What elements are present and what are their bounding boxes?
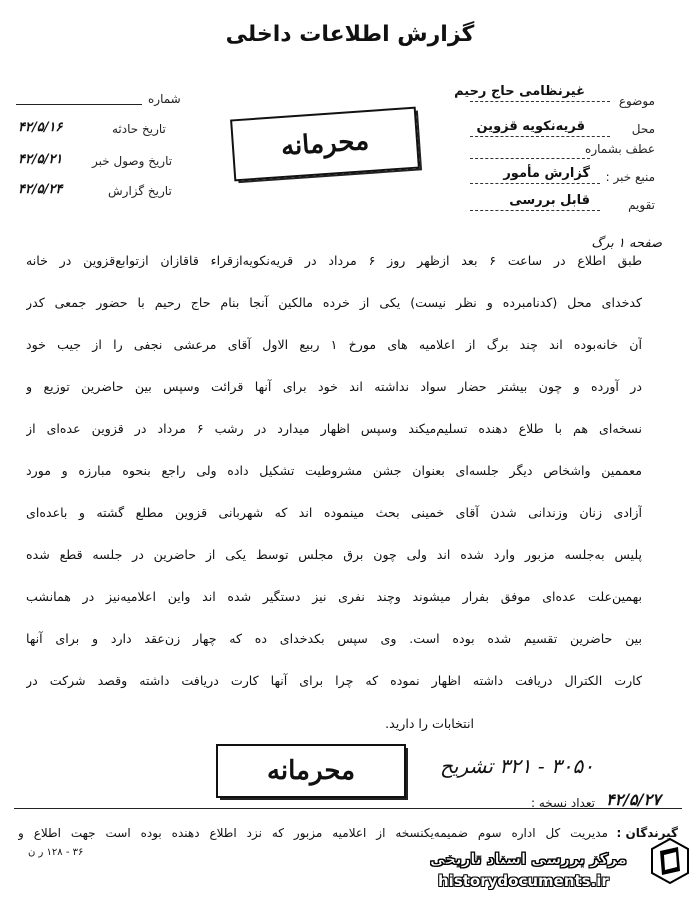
body-line: معممین واشخاص دیگر جلسه‌ای بعنوان جشن مشروطیت تشکیل داده ولی راجع بنحوه مبارزه و مورد [26,463,642,478]
body-line: پلیس به‌جلسه‌ مزبور وارد شده اند ولی چون برق مجلس توسط یکی از حاضرین در جلسه قطع شده [26,547,642,562]
footer-date: ۴۲/۵/۲۷ [606,790,661,809]
assessment-value: قابل بررسی [509,193,590,208]
report-date-value: ۴۲/۵/۲۴ [18,182,63,197]
page-title: گزارش اطلاعات داخلی [225,22,475,47]
source-value: گزارش مأمور [503,166,590,181]
confidential-stamp-bottom: محرمانه [216,744,406,798]
body-line: کارت الکترال دریافت داشته اظهار نموده که چرا برای آنها کارت دریافت داشته‌ وقصد شرکت در [26,673,642,688]
body-line: بین حاضرین تقسیم شده بوده است. وی سپس بکدخدای ده که چهار زن‌عقد دارد و برای آنها [26,631,642,646]
body-line: آن خانه‌بوده اند چند برگ از اعلامیه های مورخ ۱ ربیع الاول آقای مرعشی نجفی را از جیب خود [26,337,642,352]
body-line: بهمین‌علت عده‌ای موفق بفرار میشوند وچند نفری نیز دستگیر شده اند واین اعلامیه‌نیز در همانشب [26,589,642,604]
form-code: ۳۶ - ۱۲۸ ر ن [28,847,84,858]
incident-date-label: تاریخ حادثه [112,122,166,136]
confidential-stamp-top: محرمانه [230,107,420,182]
archive-logo-icon [650,837,690,885]
report-date-label: تاریخ گزارش [108,184,172,198]
assessment-label: تقویم [628,198,655,212]
source-label: منبع خبر : [605,170,655,184]
body-line-last: انتخابات را دارید. [385,716,474,731]
body-line: آزادی زنان وزندانی شدن آقای خمینی بحث مینموده اند که شهربانی قزوین مطلع گشته و باعده‌ای [26,505,642,520]
number-label: شماره [148,92,181,106]
incident-date-value: ۴۲/۵/۱۶ [18,120,63,135]
recipients-label: گیرندگان : [616,826,678,840]
subject-label: موضوع [618,94,655,108]
recipients-text: مدیریت کل اداره سوم ضمیمه‌یکنسخه‌ از اعلامیه‌ مزبور که نزد اطلاع دهنده بوده است جهت اطلاع و [18,826,608,840]
receipt-date-value: ۴۲/۵/۲۱ [18,152,63,167]
handwritten-reference: ۳۰۵۰ - ۳۲۱ تشریح [440,754,594,778]
body-line: کدخدای محل (کدنامبرده و نظر نیست) یکی از خرده مالکین آنجا بنام حاج رحیم با حضور جمعی کدر [26,295,642,310]
subject-value: غیرنظامی حاج رحیم [454,84,585,99]
body-line: طبق اطلاع در ساعت ۶ بعد ازظهر روز ۶ مرداد در قریه‌نکویه‌ازقراء قاقازان ازتوابع‌قزوین در خانه [26,253,642,268]
body-line: نسخه‌ای هم با طلاع دهنده تسلیم‌میکند وسپس اظهار میدارد در رشب ۶ مرداد در قزوین عده‌ای از [26,421,642,436]
reference-label: عطف بشماره [585,142,655,156]
margin-note: صفحه ۱ برگ [591,236,662,251]
watermark-title: مرکز بررسی اسناد تاریخی [430,850,627,868]
location-value: قریه‌نکویه قزوین [476,119,585,134]
body-line: در آورده و چون بیشتر حضار سواد نداشته اند خود برای آنها قرائت وسپس بین حاضرین توزیع و [26,379,642,394]
receipt-date-label: تاریخ وصول خبر [92,154,173,168]
copies-label: تعداد نسخه : [530,796,595,810]
watermark-site: historydocuments.ir [438,872,609,890]
location-label: محل [631,122,655,136]
